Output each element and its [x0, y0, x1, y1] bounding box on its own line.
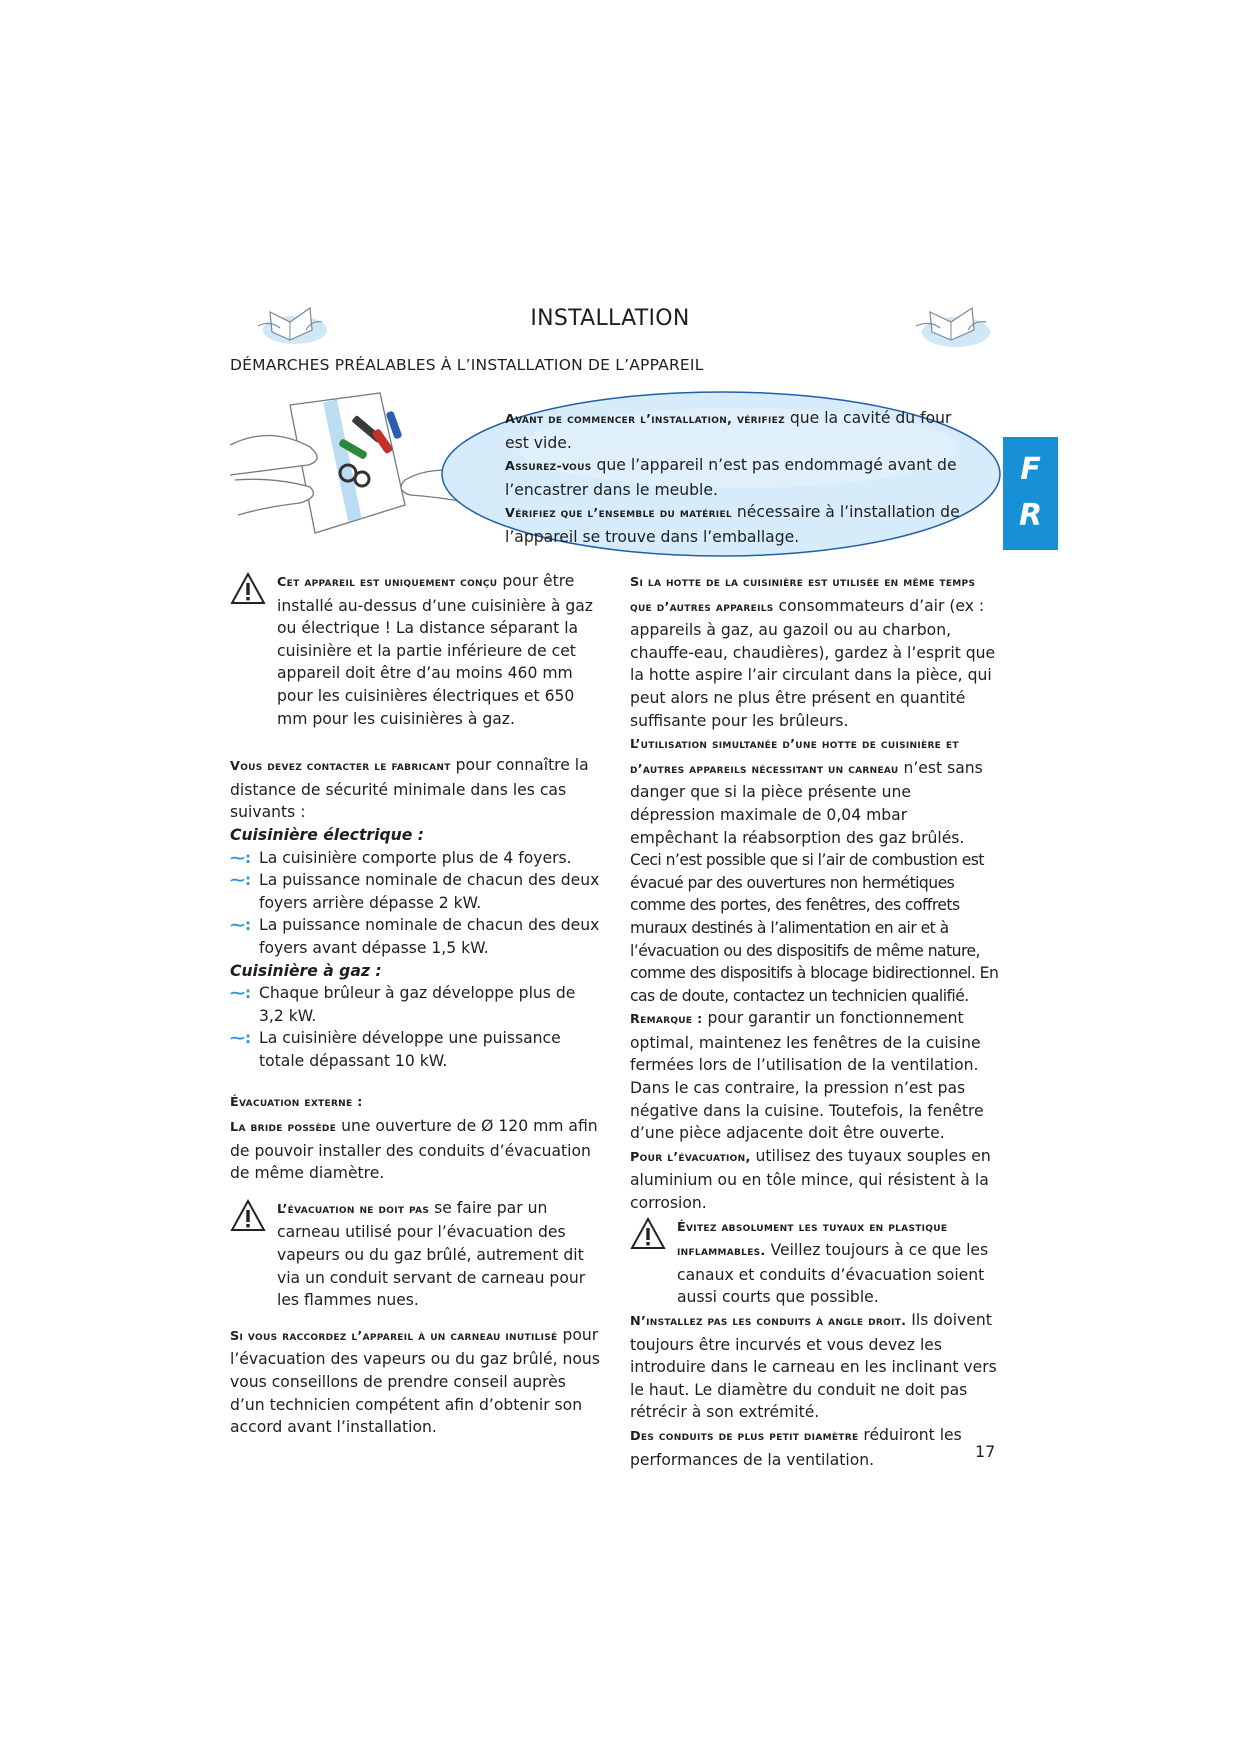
warning-icon — [230, 572, 266, 606]
list-item: ⁓: La puissance nominale de chacun des deux foyers arrière dépasse 2 kW. — [230, 871, 600, 912]
bride-paragraph: La bride possède une ouverture de Ø 120 mm afin de pouvoir installer des conduits d’évacuation de même diamètre. — [230, 1117, 598, 1183]
bullet-icon: ⁓: — [230, 984, 251, 1003]
language-letter-f: F — [1020, 452, 1041, 487]
book-hands-icon-left — [250, 300, 330, 348]
bullet-icon: ⁓: — [230, 1029, 251, 1048]
language-letter-r: R — [1018, 498, 1043, 533]
evacuation-paragraph: Pour l’évacuation, utilisez des tuyaux souples en aluminium ou en tôle mince, qui résistent à la corrosion. — [630, 1146, 991, 1213]
contact-paragraph: Vous devez contacter le fabricant pour connaître la distance de sécurité minimale dans les cas suivants : — [230, 756, 589, 822]
remarque-paragraph: Remarque : pour garantir un fonctionnement optimal, maintenez les fenêtres de la cuisine fermées lors de l’utilisation de la ventilation. Dans le cas contraire, la pression n’est pas négative dans la cuisine. Toutefois, la fenêtre d’une pièce adjacente doit être ouverte. — [630, 1009, 984, 1143]
warning-block-2: L’évacuation ne doit pas se faire par un carneau utilisé pour l’évacuation des vapeurs ou du gaz brûlé, autrement dit via un conduit servant de carneau pour les flammes nues. — [230, 1197, 602, 1312]
language-tab — [1003, 437, 1058, 550]
book-hands-icon-right — [908, 298, 994, 350]
bubble-text — [505, 407, 975, 549]
angle-paragraph: N’installez pas les conduits à angle droit. Ils doivent toujours être incurvés et vous devez les introduire dans le carneau en les inclinant vers le haut. Le diamètre du conduit ne doit pas rétrécir à son extrémité. — [630, 1311, 997, 1422]
warning-block-3: Évitez absolument les tuyaux en plastique inflammables. Veillez toujours à ce que les canaux et conduits d’évacuation soient aussi courts que possible. — [630, 1215, 1000, 1309]
combustion-paragraph: Ceci n’est possible que si l’air de combustion est évacué par des ouvertures non hermétiques comme des portes, des fenêtres, des coffrets muraux destinés à l’alimentation en air et à l’évacuation ou des dispositifs de même nature, comme des dispositifs à blocage bidirectionnel. En cas de doute, contactez un technicien qualifié. — [630, 851, 999, 1005]
diameter-paragraph: Des conduits de plus petit diamètre réduiront les performances de la ventilation. — [630, 1425, 962, 1469]
simultaneous-paragraph: L’utilisation simultanée d’une hotte de cuisinière et d’autres appareils nécessitant un carneau n’est sans danger que si la pièce présente une dépression maximale de 0,04 mbar empêchant la réabsorption des gaz brûlés. — [630, 737, 983, 847]
warning-icon — [630, 1217, 666, 1251]
hotte-paragraph: Si la hotte de la cuisinière est utilisée en même temps que d’autres appareils consommateurs d’air (ex : appareils à gaz, au gazoil ou au charbon, chauffe-eau, chaudières), gardez à l’esprit que la hotte aspire l’air circulant dans la pièce, qui peut alors ne plus être présent en quantité suffisante pour les brûleurs. — [630, 575, 996, 730]
list-item: ⁓: La cuisinière comporte plus de 4 foyers. — [230, 847, 602, 870]
list-item: ⁓: La puissance nominale de chacun des deux foyers avant dépasse 1,5 kW. — [230, 916, 600, 957]
list-item: ⁓: Chaque brûleur à gaz développe plus de 3,2 kW. — [230, 984, 576, 1025]
left-column — [230, 570, 602, 1439]
bullet-icon: ⁓: — [230, 848, 251, 867]
bubble-line-1: Avant de commencer l’installation, vérifiez que la cavité du four est vide. — [505, 409, 952, 452]
section-subtitle: DÉMARCHES PRÉALABLES À L’INSTALLATION DE L’APPAREIL — [230, 356, 704, 374]
page-title: INSTALLATION — [530, 306, 690, 331]
evacuation-heading: Évacuation externe : — [230, 1095, 363, 1111]
raccord-paragraph: Si vous raccordez l’appareil à un carneau inutilisé pour l’évacuation des vapeurs ou du gaz brûlé, nous vous conseillons de prendre conseil auprès d’un technicien compétent afin d’obtenir son accord avant l’installation. — [230, 1325, 600, 1437]
right-column — [630, 570, 1000, 1471]
bubble-line-3: Vérifiez que l’ensemble du matériel nécessaire à l’installation de l’appareil se trouve dans l’emballage. — [505, 503, 960, 546]
list-item: ⁓: La cuisinière développe une puissance totale dépassant 10 kW. — [230, 1029, 561, 1070]
bullet-icon: ⁓: — [230, 871, 251, 890]
tools-illustration — [230, 385, 470, 535]
electric-heading: Cuisinière électrique : — [230, 825, 424, 844]
gas-heading: Cuisinière à gaz : — [230, 961, 382, 980]
bubble-line-2: Assurez-vous que l’appareil n’est pas endommagé avant de l’encastrer dans le meuble. — [505, 456, 957, 499]
warning-icon — [230, 1199, 266, 1233]
bullet-icon: ⁓: — [230, 916, 251, 935]
warning-block-1: Cet appareil est uniquement conçu pour être installé au-dessus d’une cuisinière à gaz ou électrique ! La distance séparant la cuisinière et la partie inférieure de cet appareil doit être d’au moins 460 mm pour les cuisinières électriques et 650 mm pour les cuisinières à gaz. — [230, 570, 602, 730]
page-number: 17 — [975, 1442, 996, 1461]
